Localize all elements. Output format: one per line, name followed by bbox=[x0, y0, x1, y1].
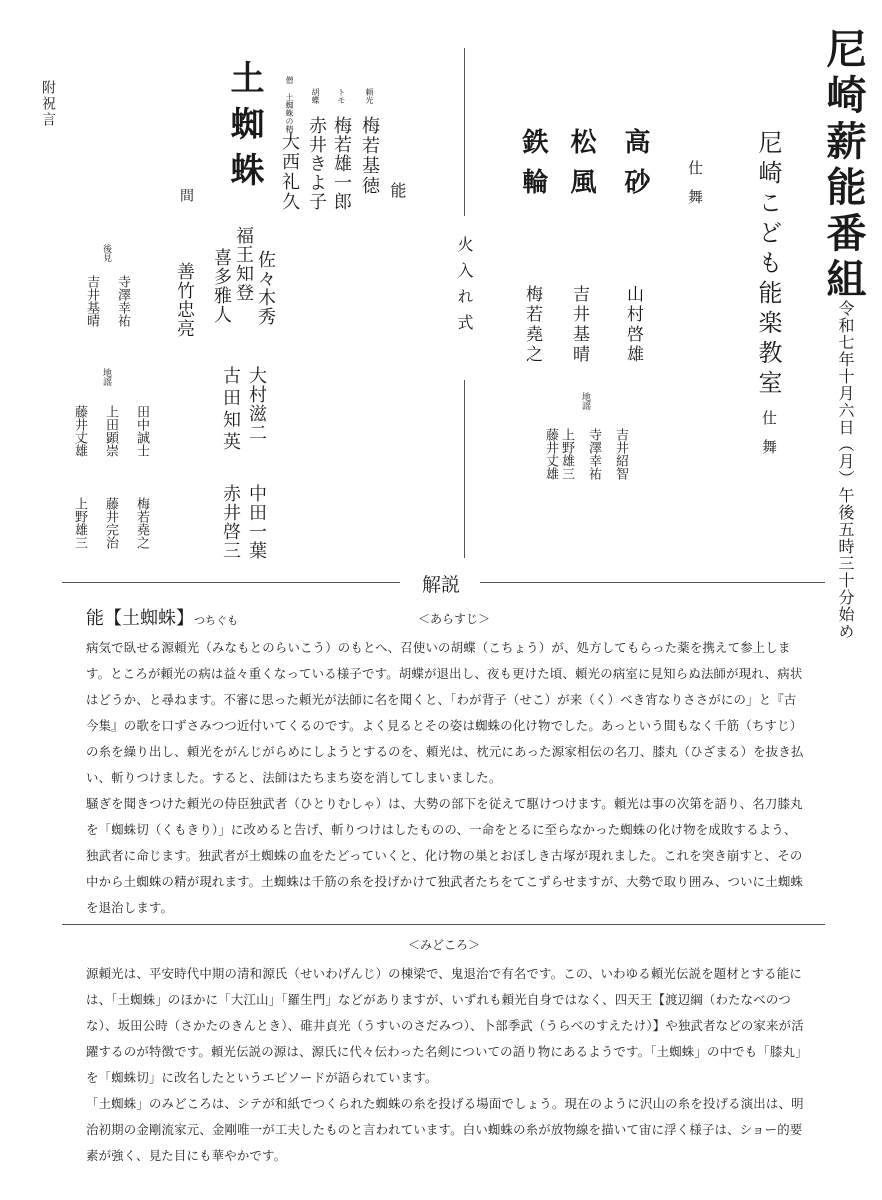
kodomo-jiutai-name: 吉井紹智 bbox=[613, 428, 628, 480]
ai-name: 善竹忠亮 bbox=[174, 262, 195, 338]
play-heading-reading: つちぐも bbox=[194, 614, 238, 627]
koken-name: 吉井基晴 bbox=[84, 275, 99, 327]
hayashi-name: 古田知英 bbox=[220, 366, 241, 454]
shugen: 附祝言 bbox=[40, 80, 56, 128]
divider-top bbox=[464, 48, 465, 216]
hiire-shiki: 火入れ式 bbox=[455, 236, 474, 340]
name-raiko: 梅若基徳 bbox=[359, 116, 380, 196]
koken-label: 後見 bbox=[101, 244, 111, 262]
hayashi-name: 中田一葉 bbox=[246, 484, 267, 560]
hayashi-name: 福王知登 bbox=[233, 226, 254, 302]
performer-kanawa: 梅若堯之 bbox=[522, 285, 542, 365]
noh-jiutai-row2 bbox=[70, 497, 151, 549]
play-heading bbox=[86, 604, 238, 630]
noh-jiutai-row1 bbox=[70, 405, 151, 457]
kaisetsu-heading: 解説 bbox=[421, 574, 460, 596]
shimai-label-2: 仕舞 bbox=[760, 410, 778, 468]
koken-name: 寺澤幸祐 bbox=[115, 275, 130, 327]
kodomo-jiutai-name: 藤井丈雄 bbox=[543, 428, 558, 480]
kodomo-title: 尼崎こども能楽教室 bbox=[754, 130, 782, 400]
event-date: 令和七年十月六日（月）午後五時三十分始め bbox=[836, 300, 855, 640]
hayashi-name: 佐々木秀 bbox=[255, 250, 276, 326]
ai-label: 間 bbox=[178, 188, 194, 202]
hayashi-name: 大村滋二 bbox=[246, 366, 267, 442]
role-tomo: トモ bbox=[337, 88, 346, 104]
arasuji-paragraph: 騒ぎを聞きつけた頼光の侍臣独武者（ひとりむしゃ）は、大勢の部下を従えて駆けつけます。頼光は事の次第を語り、名刀膝丸を「蜘蛛切（くもきり）」に改めると告げ、斬りつけはしたものの、一命をとるに至らなかった蜘蛛の化け物を成敗するよう、独武者に命じます。独武者が土蜘蛛の血をたどっていくと、化け物の巣とおぼしき古塚が現れました。これを突き崩すと、その中から土蜘蛛の精が現れます。土蜘蛛は千筋の糸を投げかけて独武者たちをてこずらせますが、大勢で取り囲み、ついに土蜘蛛を退治します。 bbox=[86, 796, 804, 915]
midokoro-rule bbox=[62, 924, 825, 925]
kaisetsu-rule-right bbox=[480, 582, 825, 583]
piece-takasago: 高砂 bbox=[620, 128, 650, 208]
midokoro-text bbox=[86, 961, 808, 1169]
performer-takasago: 山村啓雄 bbox=[623, 285, 643, 365]
performer-matsukaze: 吉井基晴 bbox=[569, 285, 589, 365]
piece-kanawa: 鉄輪 bbox=[518, 128, 548, 208]
divider-bottom bbox=[464, 380, 465, 558]
noh-jiutai-name: 藤井丈雄 bbox=[72, 405, 87, 457]
noh-jiutai-name: 梅若堯之 bbox=[134, 497, 149, 549]
noh-jiutai-name: 田中誠士 bbox=[134, 405, 149, 457]
arasuji-text bbox=[86, 635, 808, 921]
noh-label: 能 bbox=[388, 182, 407, 198]
noh-jiutai-name: 上野雄三 bbox=[72, 497, 87, 549]
midokoro-label: ＜みどころ＞ bbox=[407, 938, 480, 952]
name-kocho: 赤井きよ子 bbox=[306, 116, 327, 211]
arasuji-label: ＜あらすじ＞ bbox=[417, 612, 490, 626]
kodomo-jiutai-name: 上野雄三 bbox=[559, 428, 574, 480]
midokoro-paragraph: 「土蜘蛛」のみどころは、シテが和紙でつくられた蜘蛛の糸を投げる場面でしょう。現在のように沢山の糸を投げる演出は、明治初期の金剛流家元、金剛唯一が工夫したものと言われています。白い蜘蛛の糸が放物線を描いて宙に浮く様子は、ショー的要素が強く、見た目にも華やかです。 bbox=[86, 1096, 804, 1163]
kodomo-jiutai-label: 地謡 bbox=[580, 392, 590, 410]
hayashi-name: 喜多雅人 bbox=[211, 248, 232, 324]
kodomo-jiutai-row1 bbox=[557, 428, 630, 480]
arasuji-paragraph: 病気で臥せる源頼光（みなもとのらいこう）のもとへ、召使いの胡蝶（こちょう）が、処方してもらった薬を携えて参上します。ところが頼光の病は益々重くなっている様子です。胡蝶が退出し、夜も更けた頃、頼光の病室に見知らぬ法師が現れ、病状はどうか、と尋ねます。不審に思った頼光が法師に名を聞くと、「わが背子（せこ）が来（く）べき宵なりささがにの」と『古今集』の歌を口ずさみつつ近付いてくるのです。よく見るとその姿は蜘蛛の化け物でした。あっという間もなく千筋（ちすじ）の糸を繰り出し、頼光をがんじがらめにしようとするのを、頼光は、枕元にあった源家相伝の名刀、膝丸（ひざまる）を抜き払い、斬りつけました。すると、法師はたちまち姿を消してしまいました。 bbox=[86, 640, 804, 785]
page-title: 尼崎薪能番組 bbox=[820, 28, 867, 304]
play-heading-title: 能【土蜘蛛】 bbox=[86, 608, 194, 629]
name-tsuchigumo: 大西礼久 bbox=[279, 132, 300, 212]
role-tsuchigumo: 僧 土蜘蛛の精 bbox=[285, 76, 294, 133]
shimai-label-1: 仕舞 bbox=[686, 160, 704, 218]
koken-list bbox=[82, 275, 132, 327]
noh-jiutai-name: 上田顕崇 bbox=[103, 405, 118, 457]
midokoro-paragraph: 源頼光は、平安時代中期の清和源氏（せいわげんじ）の棟梁で、鬼退治で有名です。この、いわゆる頼光伝説を題材とする能には、「土蜘蛛」のほかに「大江山」「羅生門」などがありますが、いずれも頼光自身ではなく、四天王【渡辺綱（わたなべのつな）、坂田公時（さかたのきんとき）、碓井貞光（うすいのさだみつ）、卜部季武（うらべのすえたけ）】や独武者などの家来が活躍するのが特徴です。頼光伝説の源は、源氏に代々伝わった名剣についての語り物にあるようです。「土蜘蛛」の中でも「膝丸」を「蜘蛛切」に改名したというエピソードが語られています。 bbox=[86, 966, 808, 1085]
hayashi-name: 赤井啓三 bbox=[220, 484, 241, 560]
role-kocho: 胡蝶 bbox=[311, 88, 320, 104]
name-tomo: 梅若雄一郎 bbox=[331, 116, 352, 211]
noh-jiutai-name: 藤井完治 bbox=[103, 497, 118, 549]
noh-title: 土蜘蛛 bbox=[224, 60, 264, 198]
role-raiko: 頼光 bbox=[365, 88, 374, 104]
kodomo-jiutai-name: 寺澤幸祐 bbox=[586, 428, 601, 480]
noh-jiutai-label: 地謡 bbox=[101, 368, 111, 386]
kaisetsu-rule-left bbox=[62, 582, 400, 583]
piece-matsukaze: 松風 bbox=[566, 128, 596, 208]
